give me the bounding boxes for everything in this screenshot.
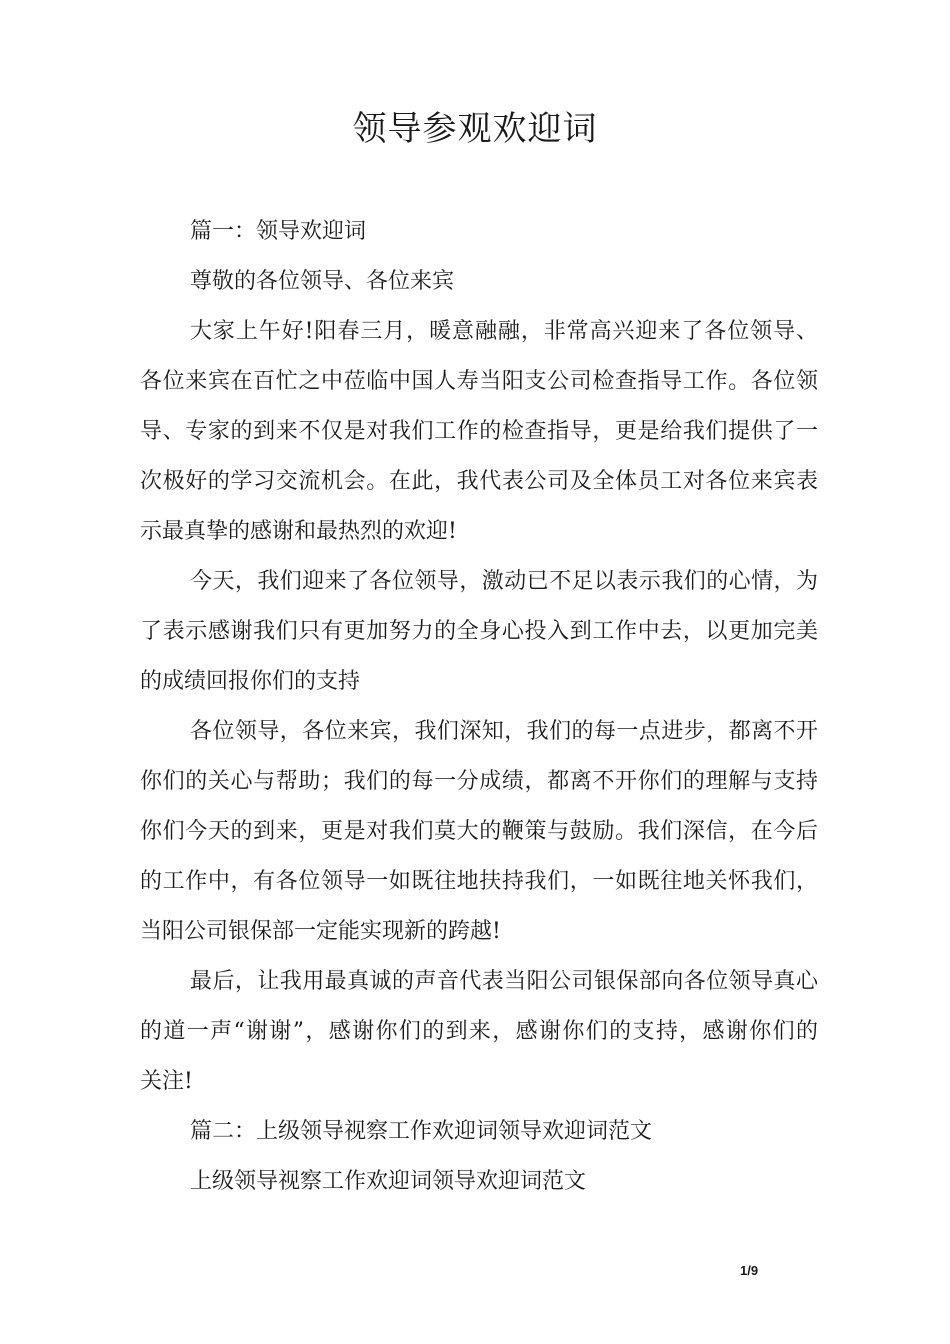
paragraph-line: 的工作中，有各位领导一如既往地扶持我们，一如既往地关怀我们， [140,869,818,894]
paragraph-line: 各位来宾在百忙之中莅临中国人寿当阳支公司检查指导工作。各位领 [140,369,818,394]
paragraph-line: 的道一声“谢谢”，感谢你们的到来，感谢你们的支持，感谢你们的 [140,1019,818,1044]
paragraph-line: 的成绩回报你们的支持 [140,669,361,694]
paragraph-line: 你们的关心与帮助；我们的每一分成绩，都离不开你们的理解与支持 [140,769,818,794]
paragraph-line: 当阳公司银保部一定能实现新的跨越! [140,919,501,944]
paragraph-line: 关注! [140,1069,193,1094]
paragraph-line: 今天，我们迎来了各位领导，激动已不足以表示我们的心情，为 [190,569,818,594]
paragraph-line: 最后，让我用最真诚的声音代表当阳公司银保部向各位领导真心 [190,969,818,994]
paragraph-line: 各位领导，各位来宾，我们深知，我们的每一点进步，都离不开 [190,719,818,744]
paragraph-line: 了表示感谢我们只有更加努力的全身心投入到工作中去，以更加完美 [140,619,818,644]
salutation: 尊敬的各位领导、各位来宾 [190,269,455,294]
paragraph-line: 示最真挚的感谢和最热烈的欢迎! [140,519,457,544]
section-heading-2: 篇二：上级领导视察工作欢迎词领导欢迎词范文 [190,1119,653,1144]
paragraph-line: 大家上午好!阳春三月，暖意融融，非常高兴迎来了各位领导、 [190,319,818,344]
page-number: 1/9 [740,1263,759,1278]
paragraph-line: 你们今天的到来，更是对我们莫大的鞭策与鼓励。我们深信，在今后 [140,819,818,844]
paragraph-line: 次极好的学习交流机会。在此，我代表公司及全体员工对各位来宾表 [140,469,818,494]
section-heading-1: 篇一：领导欢迎词 [190,219,367,244]
paragraph-line: 导、专家的到来不仅是对我们工作的检查指导，更是给我们提供了一 [140,419,818,444]
subheading: 上级领导视察工作欢迎词领导欢迎词范文 [190,1169,587,1194]
document-title: 领导参观欢迎词 [352,109,598,149]
